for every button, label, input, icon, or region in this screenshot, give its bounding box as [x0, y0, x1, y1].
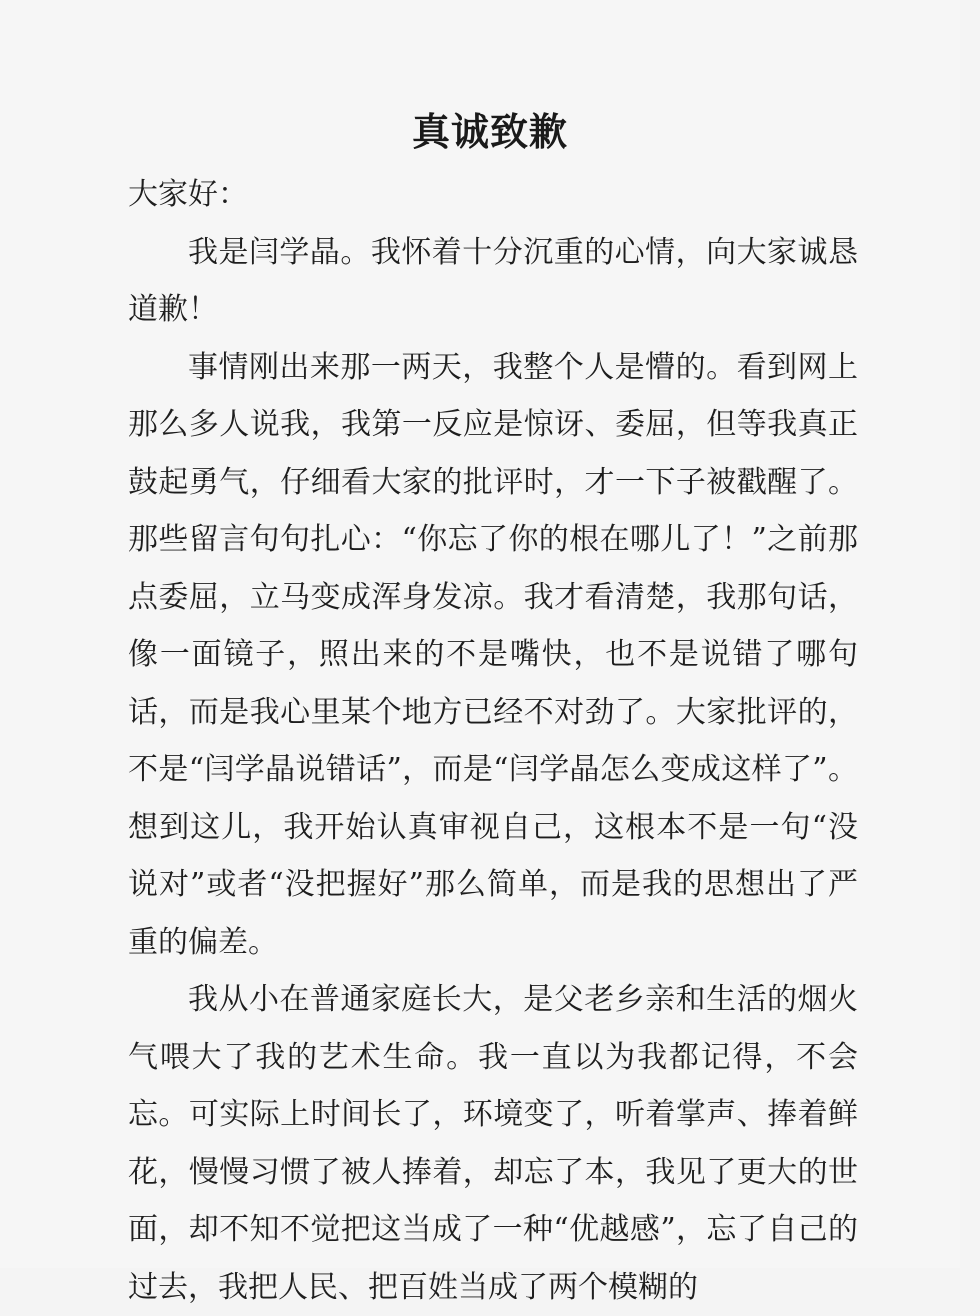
document-title: 真诚致歉: [411, 109, 568, 154]
paragraph-1: 我是闫学晶。我怀着十分沉重的心情，向大家诚恳道歉！: [128, 234, 858, 327]
greeting-line: 大家好：: [128, 177, 248, 212]
paragraph-3: 我从小在普通家庭长大，是父老乡亲和生活的烟火气喂大了我的艺术生命。我一直以为我都记得，不会忘。可实际上时间长了，环境变了，听着掌声、捧着鲜花，慢慢习惯了被人捧着，却忘了本，我见了更大的世面，却不知不觉把这当成了一种“优越感”，忘了自己的过去，我把人民、把百姓当成了两个模糊的: [128, 982, 858, 1305]
document-body: [128, 166, 858, 1316]
paragraph-2: 事情刚出来那一两天，我整个人是懵的。看到网上那么多人说我，我第一反应是惊讶、委屈，但等我真正鼓起勇气，仔细看大家的批评时，才一下子被戳醒了。那些留言句句扎心：“你忘了你的根在哪儿了！”之前那点委屈，立马变成浑身发凉。我才看清楚，我那句话，像一面镜子，照出来的不是嘴快，也不是说错了哪句话，而是我心里某个地方已经不对劲了。大家批评的，不是“闫学晶说错话”，而是“闫学晶怎么变成这样了”。想到这儿，我开始认真审视自己，这根本不是一句“没说对”或者“没把握好”那么简单，而是我的思想出了严重的偏差。: [128, 349, 858, 960]
